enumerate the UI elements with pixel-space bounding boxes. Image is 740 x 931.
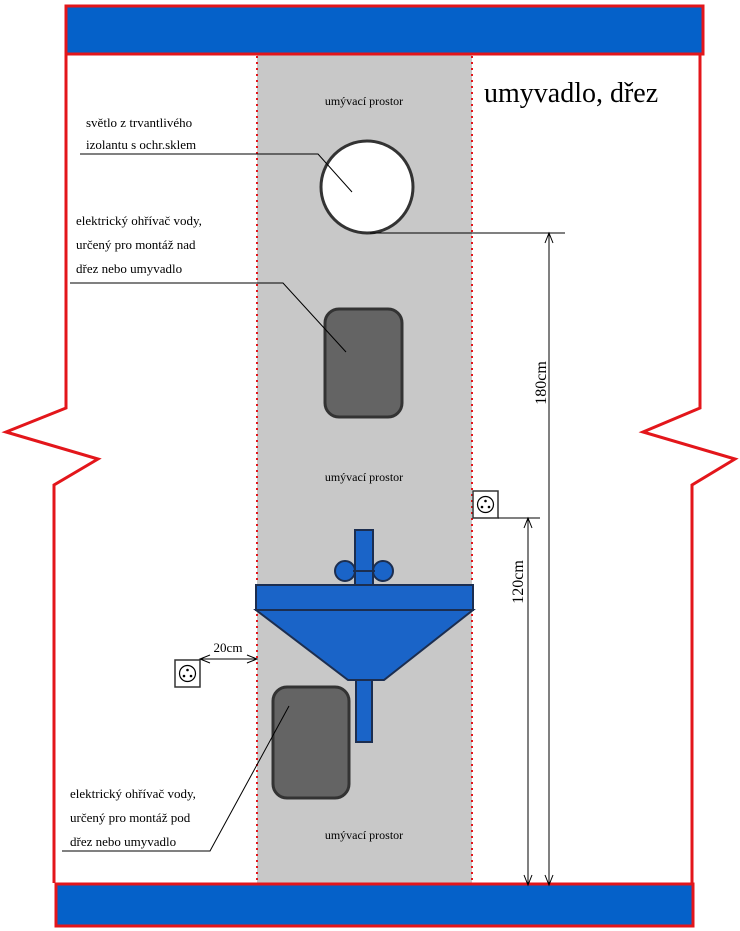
- dimension-20-label: 20cm: [213, 640, 243, 655]
- heater-above-label-line-1: elektrický ohřívač vody,: [76, 213, 202, 228]
- heater-above-label-line-2: určený pro montáž nad: [76, 237, 196, 252]
- zone-label-bottom: umývací prostor: [324, 828, 404, 842]
- heater-below-leader-line: [62, 706, 289, 851]
- light-label-line-1: světlo z trvantlivého: [86, 115, 193, 130]
- dimension-20-arrow: [200, 655, 257, 663]
- heater-below-label-line-3: dřez nebo umyvadlo: [70, 834, 177, 849]
- heater-below-label-line-2: určený pro montáž pod: [70, 810, 191, 825]
- dimension-180-arrow: [545, 233, 553, 885]
- socket-icon: [473, 491, 498, 518]
- dimension-120-label: 120cm: [510, 560, 527, 604]
- zone-label-top: umývací prostor: [324, 94, 404, 108]
- floor-band: [56, 884, 693, 926]
- socket-icon: [175, 660, 200, 687]
- zone-label-middle: umývací prostor: [324, 470, 404, 484]
- heater-below-label-line-1: elektrický ohřívač vody,: [70, 786, 196, 801]
- light-fixture-icon: [321, 141, 413, 233]
- water-heater-icon: [325, 309, 402, 417]
- water-heater-icon: [273, 687, 349, 798]
- light-label-line-2: izolantu s ochr.sklem: [86, 137, 197, 152]
- dimension-180-label: 180cm: [533, 361, 550, 405]
- heater-above-label-line-3: dřez nebo umyvadlo: [76, 261, 183, 276]
- ceiling-band: [66, 6, 703, 54]
- diagram-title: umyvadlo, dřez: [484, 78, 659, 109]
